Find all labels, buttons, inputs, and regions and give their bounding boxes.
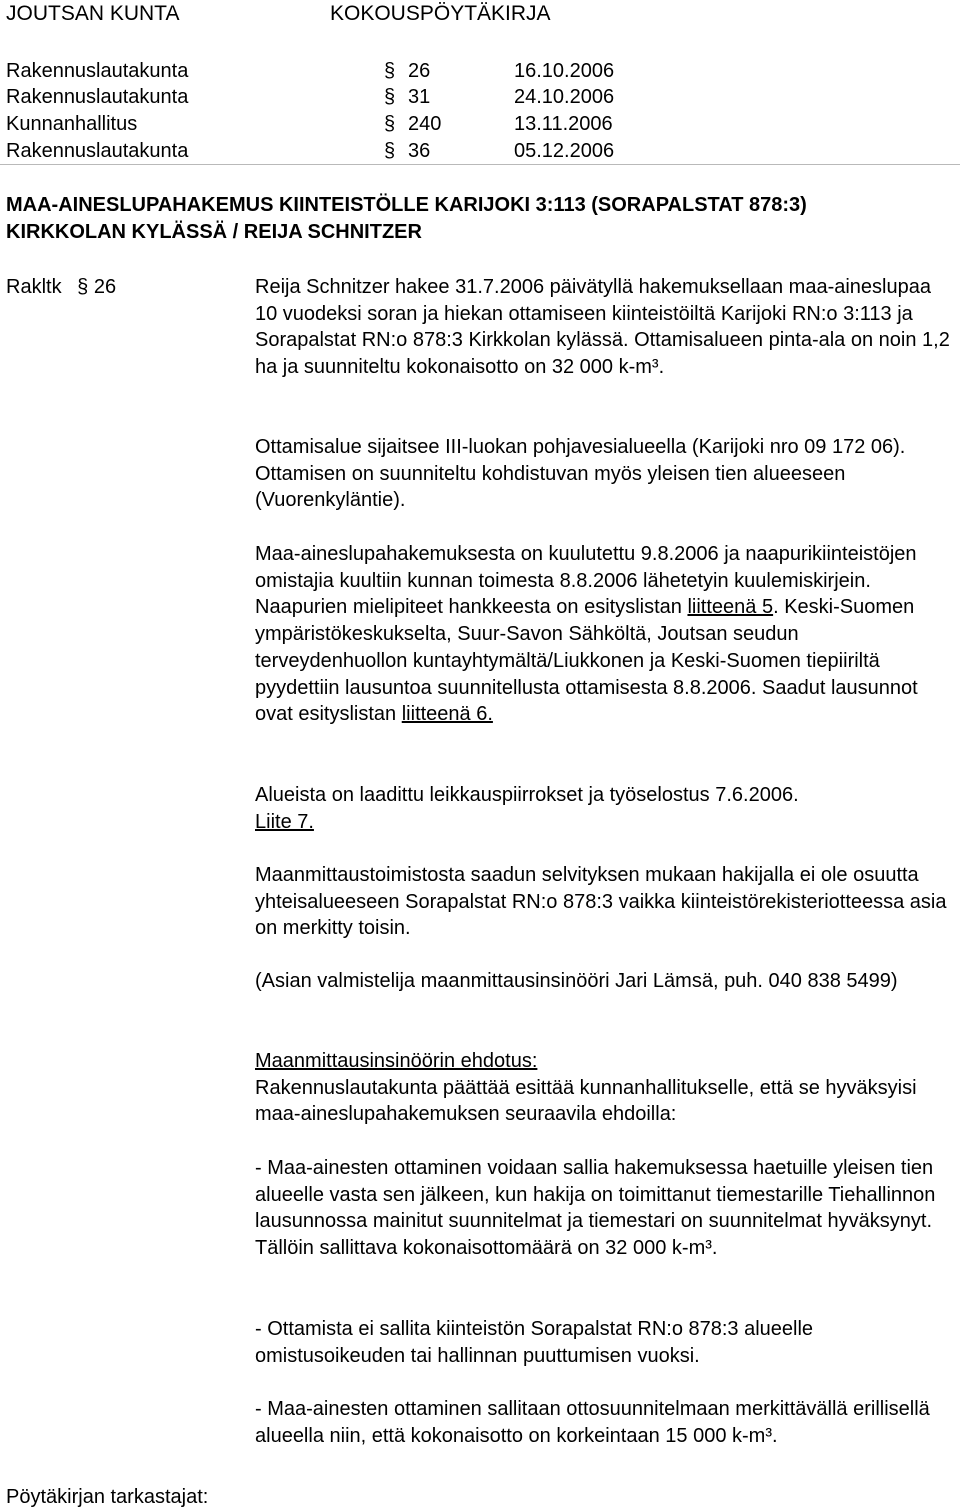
section-sign: § [77,276,89,298]
paragraph-drawings [255,782,955,835]
meeting-section-number: 26 [408,60,431,82]
meeting-org: Kunnanhallitus [6,113,138,135]
section-org: Rakltk [6,276,62,298]
section-sign: § [384,140,396,162]
proposal-heading: Maanmittausinsinöörin ehdotus: [255,1050,538,1072]
paragraph-groundwater: Ottamisalue sijaitsee III-luokan pohjavesialueella (Karijoki nro 09 172 06). Ottamisen on suunniteltu kohdistuvan myös yleisen tien alueeseen (Vuorenkyläntie). [255,436,906,512]
proposal-block [255,1048,955,1128]
meeting-org: Rakennuslautakunta [6,86,189,108]
meeting-date: 24.10.2006 [514,86,615,108]
section-sign: § [384,60,396,82]
paragraph-text: . Keski-Suomen ympäristökeskukselta, Suur-Savon Sähköltä, Joutsan seudun terveydenhuollon kuntayhtymältä/Liukkonen ja Keski-Suomen tiepiiriltä pyydettiin lausuntoa suunnitellusta ottamisesta 8.8.2006. Saadut lausunnot ovat esityslistan [255,596,918,726]
condition-3: - Maa-ainesten ottaminen sallitaan ottosuunnitelmaan merkittävällä erillisellä alueella niin, että kokonaisotto on korkeintaan 15 000 k-m³. [255,1398,930,1447]
paragraph-application: Reija Schnitzer hakee 31.7.2006 päivätyllä hakemuksellaan maa-aineslupaa 10 vuodeksi soran ja hiekan ottamiseen kiinteistöiltä Karijoki RN:o 3:113 ja Sorapalstat RN:o 878:3 Kirkkolan kylässä. Ottamisalueen pinta-ala on noin 1,2 ha ja suunniteltu kokonaisotto on 32 000 k-m³. [255,276,950,379]
header-divider [0,164,960,165]
title-line: MAA-AINESLUPAHAKEMUS KIINTEISTÖLLE KARIJOKI 3:113 (SORAPALSTAT 878:3) [6,194,807,216]
document-type: KOKOUSPÖYTÄKIRJA [330,2,551,25]
paragraph-text: Alueista on laadittu leikkauspiirrokset ja työselostus 7.6.2006. [255,784,799,806]
document-title [6,192,807,246]
meeting-date: 16.10.2006 [514,60,615,82]
paragraph-survey: Maanmittaustoimistosta saadun selvityksen mukaan hakijalla ei ole osuutta yhteisalueeseen Sorapalstat RN:o 878:3 vaikka kiinteistörekisteriotteessa asia on merkitty toisin. [255,864,947,940]
condition-1: - Maa-ainesten ottaminen voidaan sallia hakemuksessa haetuille yleisen tien alueelle vasta sen jälkeen, kun hakija on toimittanut tiemestarille Tiehallinnon lausunnossa mainitut suunnitelmat ja tiemestari on suunnitelmat hyväksynyt. Tällöin sallittava kokonaisottomäärä on 32 000 k-m³. [255,1157,936,1260]
meeting-org: Rakennuslautakunta [6,60,189,82]
meeting-section-number: 36 [408,140,431,162]
minutes-reviewers-label: Pöytäkirjan tarkastajat: [6,1486,209,1508]
condition-2: - Ottamista ei sallita kiinteistön Sorapalstat RN:o 878:3 alueelle omistusoikeuden tai hallinnan puuttumisen vuoksi. [255,1318,814,1367]
title-line: KIRKKOLAN KYLÄSSÄ / REIJA SCHNITZER [6,221,422,243]
meeting-org: Rakennuslautakunta [6,140,189,162]
meeting-date: 05.12.2006 [514,140,615,162]
meeting-date: 13.11.2006 [514,113,613,135]
proposal-text: Rakennuslautakunta päättää esittää kunnanhallitukselle, että se hyväksyisi maa-aineslupahakemuksen seuraavila ehdoilla: [255,1076,917,1126]
section-number: 26 [93,276,117,298]
section-sign: § [384,86,396,108]
section-reference [6,276,116,299]
paragraph-text: Maa-aineslupahakemuksesta on kuulutettu 9.8.2006 ja naapurikiinteistöjen omistajia kuultiin kunnan toimesta 8.8.2006 lähetetyin kuulemiskirjein. Naapurien mielipiteet hankkeesta on esityslistan [255,543,917,619]
section-sign: § [384,113,396,135]
meeting-section-number: 31 [408,86,431,108]
attachment-6-link[interactable]: liitteenä 6. [401,703,493,726]
paragraph-consultation [255,541,955,728]
municipality-name: JOUTSAN KUNTA [6,2,180,25]
attachment-7-link[interactable]: Liite 7. [255,810,314,833]
paragraph-preparer: (Asian valmistelija maanmittausinsinööri Jari Lämsä, puh. 040 838 5499) [255,970,898,992]
meeting-section-number: 240 [408,113,442,135]
attachment-5-link[interactable]: liitteenä 5 [687,596,774,619]
